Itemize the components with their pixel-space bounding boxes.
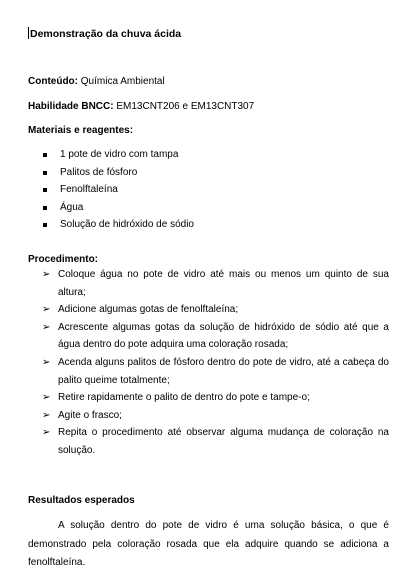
arrow-bullet-icon: ➢ [42,427,51,439]
arrow-bullet-icon: ➢ [42,304,51,316]
list-item: Água [28,199,194,217]
list-item: ➢ Coloque água no pote de vidro até mais ou menos um quinto de sua altura; [28,266,389,301]
list-item: Palitos de fósforo [28,164,194,182]
text-cursor [28,27,29,39]
document-title: Demonstração da chuva ácida [30,28,182,40]
arrow-bullet-icon: ➢ [42,409,51,421]
list-item: Fenolftaleína [28,181,194,199]
bncc-label: Habilidade BNCC: [28,101,114,112]
bullet-icon [43,206,47,210]
bullet-icon [43,153,47,157]
list-item: Solução de hidróxido de sódio [28,216,194,234]
resultados-paragraph: A solução dentro do pote de vidro é uma solução básica, o que é demonstrado pela coloração rosada que ela adquire quando se adiciona a fenolftaleína. [28,520,389,568]
list-item: ➢ Repita o procedimento até observar alguma mudança de coloração na solução. [28,424,389,459]
arrow-bullet-icon: ➢ [42,356,51,368]
bullet-icon [43,188,47,192]
conteudo-value: Química Ambiental [80,76,165,87]
conteudo-line [28,75,165,88]
list-item: ➢ Agite o frasco; [28,407,389,425]
bncc-value: EM13CNT206 e EM13CNT307 [116,101,255,112]
list-item: ➢ Adicione algumas gotas de fenolftaleína; [28,301,389,319]
bullet-icon [43,223,47,227]
arrow-bullet-icon: ➢ [42,321,51,333]
list-item: 1 pote de vidro com tampa [28,146,194,164]
procedimento-list [28,266,389,460]
materiais-list [28,146,194,234]
bncc-line [28,100,254,113]
list-item: ➢ Retire rapidamente o palito de dentro do pote e tampe-o; [28,389,389,407]
procedimento-heading: Procedimento: [28,254,99,265]
conteudo-label: Conteúdo: [28,76,78,87]
list-item: ➢ Acrescente algumas gotas da solução de hidróxido de sódio até que a água dentro do pote adquira uma coloração rosada; [28,319,389,354]
arrow-bullet-icon: ➢ [42,392,51,404]
materiais-heading: Materiais e reagentes: [28,125,134,136]
resultados-heading: Resultados esperados [28,495,135,506]
bullet-icon [43,171,47,175]
arrow-bullet-icon: ➢ [42,269,51,280]
list-item: ➢ Acenda alguns palitos de fósforo dentro do pote de vidro, até a cabeça do palito queime totalmente; [28,354,389,389]
